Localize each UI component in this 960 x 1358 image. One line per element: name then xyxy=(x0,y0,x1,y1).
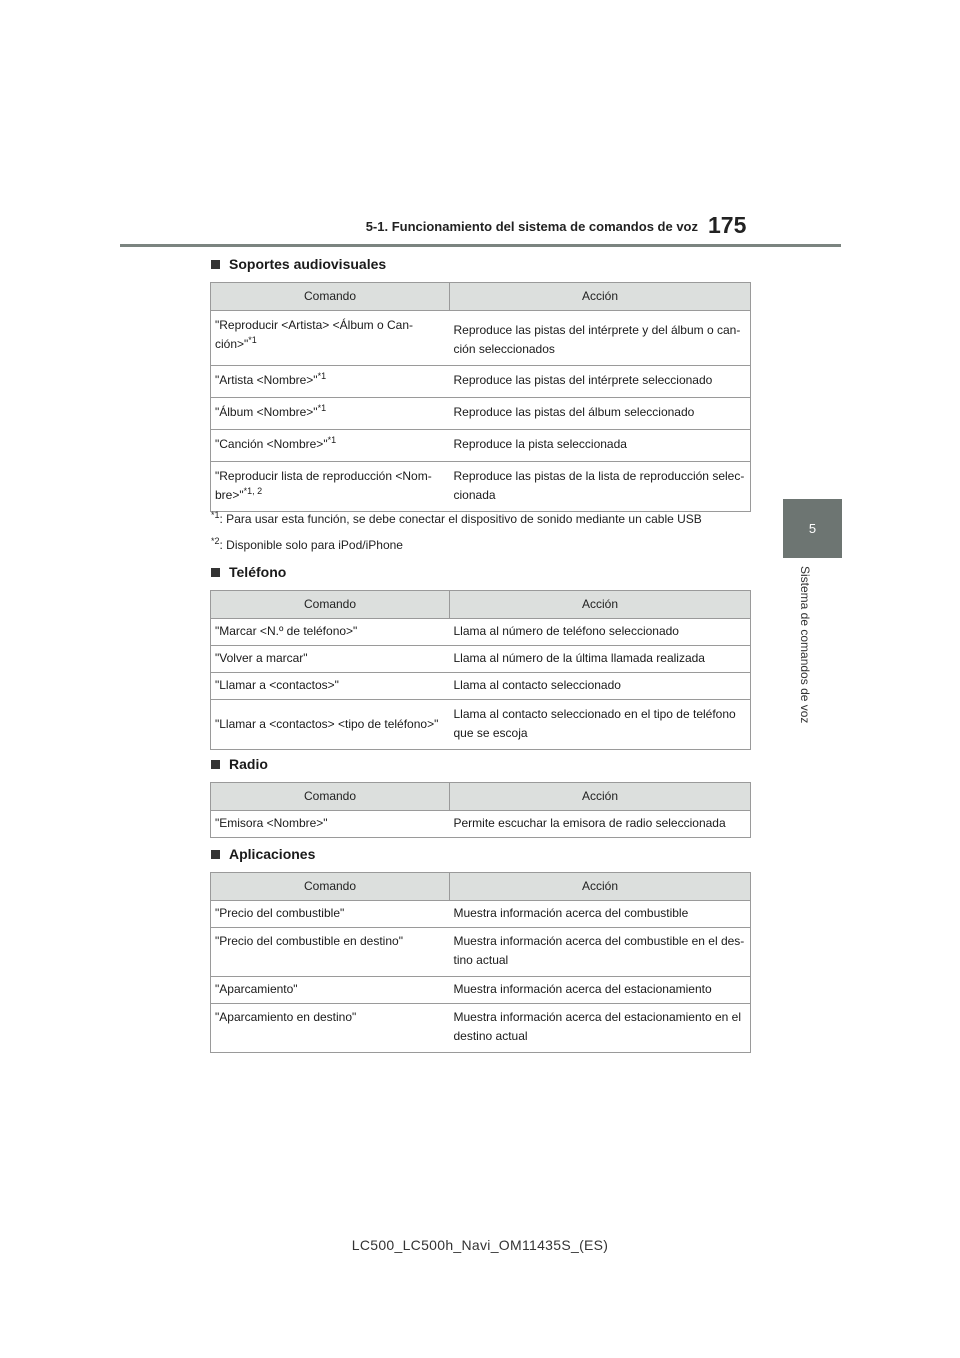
section-heading-apps xyxy=(211,846,315,862)
table-row xyxy=(211,430,751,462)
action-cell xyxy=(450,430,751,462)
table-row xyxy=(211,673,751,700)
document-code: LC500_LC500h_Navi_OM11435S_(ES) xyxy=(351,1237,609,1253)
command-text: "Reproducir lista de reproducción <Nom-bre>" xyxy=(215,469,432,502)
action-text: Muestra información acerca del combustible xyxy=(453,906,689,920)
action-cell xyxy=(450,1004,751,1053)
table-header-row xyxy=(211,283,751,311)
action-text: Llama al contacto seleccionado xyxy=(453,678,621,692)
action-text: Muestra información acerca del combustible en el des-tino actual xyxy=(453,934,745,967)
action-cell xyxy=(450,977,751,1004)
section-heading-radio xyxy=(211,756,268,772)
action-text: Llama al número de teléfono seleccionado xyxy=(453,624,679,638)
footnote-mark: *1 xyxy=(211,510,220,520)
command-cell xyxy=(211,366,450,398)
action-text: Permite escuchar la emisora de radio seleccionada xyxy=(453,816,726,830)
action-cell xyxy=(450,398,751,430)
command-text: "Artista <Nombre>" xyxy=(215,373,318,387)
column-header-command: Comando xyxy=(211,873,450,901)
command-cell xyxy=(211,619,450,646)
action-text: Reproduce las pistas de la lista de reproducción selec-cionada xyxy=(453,469,745,502)
command-cell xyxy=(211,977,450,1004)
table-row xyxy=(211,398,751,430)
square-bullet-icon xyxy=(211,760,220,769)
section-heading-label: Soportes audiovisuales xyxy=(229,256,387,272)
square-bullet-icon xyxy=(211,568,220,577)
column-header-action: Acción xyxy=(450,591,751,619)
command-text: "Reproducir <Artista> <Álbum o Can-ción>" xyxy=(215,318,414,351)
command-text: "Aparcamiento en destino" xyxy=(215,1010,357,1024)
footnote xyxy=(211,512,702,526)
action-cell xyxy=(450,673,751,700)
table-row xyxy=(211,646,751,673)
table-row xyxy=(211,619,751,646)
chapter-tab xyxy=(783,499,842,558)
apps-commands-table xyxy=(210,872,751,1053)
action-cell xyxy=(450,700,751,750)
footnote-marker: *1, 2 xyxy=(243,486,263,496)
column-header-command: Comando xyxy=(211,783,450,811)
command-text: "Precio del combustible en destino" xyxy=(215,934,403,948)
command-text: "Llamar a <contactos>" xyxy=(215,678,339,692)
section-heading-label: Radio xyxy=(229,756,268,772)
command-text: "Llamar a <contactos> <tipo de teléfono>" xyxy=(215,716,439,731)
column-header-action: Acción xyxy=(450,283,751,311)
footnote-mark: *2 xyxy=(211,536,220,546)
action-cell xyxy=(450,366,751,398)
command-cell xyxy=(211,700,450,750)
action-cell xyxy=(450,311,751,366)
section-heading-phone xyxy=(211,564,286,580)
action-text: Muestra información acerca del estacionamiento en el destino actual xyxy=(453,1010,741,1043)
phone-commands-table xyxy=(210,590,751,750)
footnote-marker: *1 xyxy=(327,435,337,445)
action-text: Muestra información acerca del estacionamiento xyxy=(453,982,712,996)
command-text: "Aparcamiento" xyxy=(215,982,298,996)
command-cell xyxy=(211,928,450,977)
footnote-text: : Para usar esta función, se debe conectar el dispositivo de sonido mediante un cable USB xyxy=(219,512,702,526)
command-cell xyxy=(211,646,450,673)
action-text: Llama al contacto seleccionado en el tipo de teléfono que se escoja xyxy=(453,707,736,740)
table-row xyxy=(211,928,751,977)
command-cell xyxy=(211,811,450,838)
action-text: Reproduce las pistas del intérprete y del álbum o can-ción seleccionados xyxy=(453,323,741,356)
command-text: "Álbum <Nombre>" xyxy=(215,405,318,419)
table-row xyxy=(211,901,751,928)
footnote-text: : Disponible solo para iPod/iPhone xyxy=(219,538,403,552)
action-cell xyxy=(450,811,751,838)
command-cell xyxy=(211,462,450,512)
command-cell xyxy=(211,1004,450,1053)
action-cell xyxy=(450,619,751,646)
table-row xyxy=(211,811,751,838)
column-header-action: Acción xyxy=(450,783,751,811)
command-text: "Canción <Nombre>" xyxy=(215,437,328,451)
table-header-row xyxy=(211,591,751,619)
table-row xyxy=(211,700,751,750)
header-divider xyxy=(120,244,841,247)
square-bullet-icon xyxy=(211,850,220,859)
section-title: 5-1. Funcionamiento del sistema de comandos de voz xyxy=(365,219,698,234)
column-header-action: Acción xyxy=(450,873,751,901)
table-header-row xyxy=(211,783,751,811)
table-row xyxy=(211,366,751,398)
section-heading-media xyxy=(211,256,386,272)
table-row xyxy=(211,311,751,366)
action-text: Llama al número de la última llamada realizada xyxy=(453,651,705,665)
command-text: "Volver a marcar" xyxy=(215,651,308,665)
column-header-command: Comando xyxy=(211,283,450,311)
command-cell xyxy=(211,398,450,430)
action-cell xyxy=(450,901,751,928)
command-cell xyxy=(211,673,450,700)
action-cell xyxy=(450,928,751,977)
action-text: Reproduce las pistas del álbum seleccionado xyxy=(453,405,695,419)
page-number: 175 xyxy=(708,212,747,238)
table-header-row xyxy=(211,873,751,901)
action-cell xyxy=(450,462,751,512)
column-header-command: Comando xyxy=(211,591,450,619)
chapter-label: Sistema de comandos de voz xyxy=(798,566,812,724)
table-row xyxy=(211,1004,751,1053)
section-heading-label: Teléfono xyxy=(229,564,287,580)
footnote xyxy=(211,538,403,552)
chapter-number: 5 xyxy=(808,521,817,536)
square-bullet-icon xyxy=(211,260,220,269)
media-commands-table xyxy=(210,282,751,512)
table-row xyxy=(211,977,751,1004)
footnote-marker: *1 xyxy=(248,335,257,345)
footnote-marker: *1 xyxy=(317,403,327,413)
action-cell xyxy=(450,646,751,673)
footnote-marker: *1 xyxy=(317,371,327,381)
command-cell xyxy=(211,901,450,928)
command-cell xyxy=(211,311,450,366)
command-cell xyxy=(211,430,450,462)
section-heading-label: Aplicaciones xyxy=(229,846,316,862)
action-text: Reproduce las pistas del intérprete seleccionado xyxy=(453,373,713,387)
radio-commands-table xyxy=(210,782,751,838)
table-row xyxy=(211,462,751,512)
command-text: "Marcar <N.º de teléfono>" xyxy=(215,624,358,638)
command-text: "Emisora <Nombre>" xyxy=(215,816,328,830)
action-text: Reproduce la pista seleccionada xyxy=(453,437,627,451)
command-text: "Precio del combustible" xyxy=(215,906,345,920)
